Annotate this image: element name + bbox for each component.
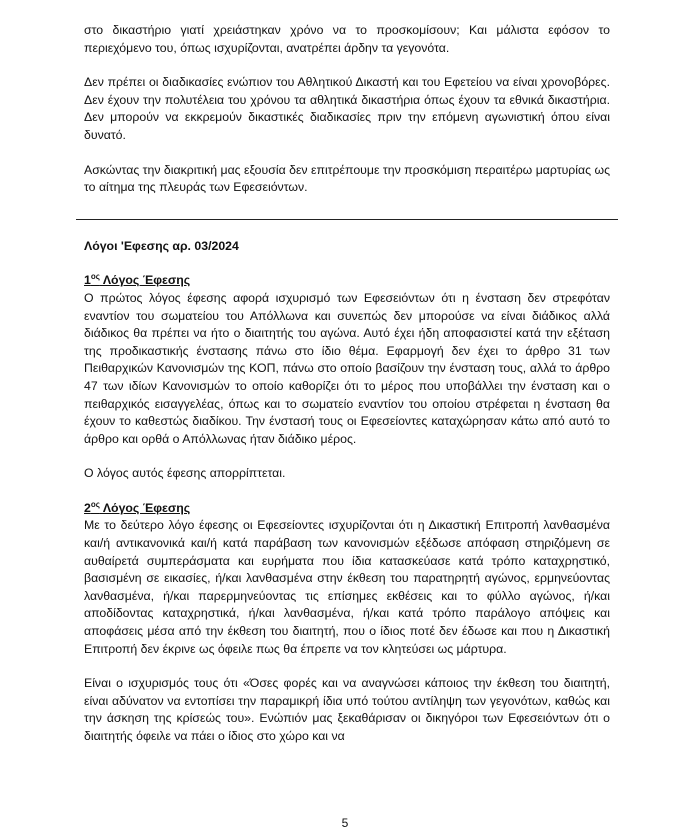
paragraph: Με το δεύτερο λόγο έφεσης οι Εφεσείοντες ισχυρίζονται ότι η Δικαστική Επιτροπή λανθασμένα και/ή αντικανονικά και/ή κατά παράβαση των κανονισμών εξέδωσε απόφαση στηριζόμενη σε αυθαίρετά συμπεράσματα και ευρήματα που ίδια κατασκεύασε κατά τρόπο καταχρηστικό, βασισμένη σε εικασίες, ή/και λανθασμένα στην έκθεση του παρατηρητή αγώνος, ερμηνεύοντας λανθασμένα, ή/και παρερμηνεύοντας τις επίσημες εκθέσεις και το φύλλο αγώνος, ή/και αποδίδοντας καταχρηστικά, ή/και λανθασμένα, ή/και κατά τρόπο παράλογο απόψεις και αποφάσεις μέσα από την έκθεση του διαιτητή, που ο ίδιος ποτέ δεν έδωσε και που η Δικαστική Επιτροπή δεν έκρινε ως όφειλε πως θα έπρεπε να τον κλητεύσει ως μάρτυρα. xyxy=(84,518,610,656)
horizontal-divider xyxy=(76,219,618,220)
document-page xyxy=(84,22,610,763)
ground-2-heading: $2^{o\varsigma}$ Λόγος Έφεσης xyxy=(84,499,191,515)
section-title: Λόγοι 'Εφεσης αρ. 03/2024 xyxy=(84,238,239,253)
paragraph: Ασκώντας την διακριτική μας εξουσία δεν επιτρέπουμε την προσκόμιση περαιτέρω μαρτυρίας ως το αίτημα της πλευράς των Εφεσειόντων. xyxy=(84,162,611,195)
paragraph: Είναι ο ισχυρισμός τους ότι «Όσες φορές και να αναγνώσει κάποιος την έκθεση του διαιτητή, είναι αδύνατον να εντοπίσει την παραμικρή ίδια υπό τούτου αντίληψη των γεγονότων, καθώς και την άσκηση της κρίσεώς του». Ενώπιόν μας ξεκαθάρισαν οι δικηγόροι των Εφεσειόντων ότι ο διαιτητής όφειλε να πάει ο ίδιος στο χώρο και να xyxy=(84,676,610,743)
ground-1-heading: $1^{o\varsigma}$ Λόγος Έφεσης xyxy=(84,272,191,288)
page-number: 5 xyxy=(341,816,349,830)
paragraph: Ο λόγος αυτός έφεσης απορρίπτεται. xyxy=(84,466,286,481)
paragraph: Δεν πρέπει οι διαδικασίες ενώπιον του Αθλητικού Δικαστή και του Εφετείου να είναι χρονοβόρες. Δεν έχουν την πολυτέλεια του χρόνου τα αθλητικά δικαστήρια όπως έχουν τα εθνικά δικαστήρια. Δεν μπορούν να εκκρεμούν δικαστικές διαδικασίες πριν την επόμενη αγωνιστική όπου είναι δυνατό. xyxy=(84,75,610,142)
paragraph: στο δικαστήριο γιατί χρειάστηκαν χρόνο να το προσκομίσουν; Και μάλιστα εφόσον το περιεχόμενο του, όπως ισχυρίζονται, ανατρέπει άρδην τα γεγονότα. xyxy=(84,23,610,55)
paragraph: Ο πρώτος λόγος έφεσης αφορά ισχυρισμό των Εφεσειόντων ότι η ένσταση δεν στρεφόταν εναντίον του σωματείου του Απόλλωνα και συνεπώς δεν μπορούσε να είναι διάδικος αλλά διάδικος θα πρέπει να ήτο ο διαιτητής του αγώνα. Αυτό έχει ήδη αποφασιστεί κατά την εξέταση της προδικαστικής ένστασης πάνω στο ίδιο θέμα. Εφαρμογή δεν έχει το άρθρο 31 των Πειθαρχικών Κανονισμών της ΚΟΠ, πάνω στο οποίο βασίζουν την ένσταση τους, αλλά το άρθρο 47 των ιδίων Κανονισμών το οποίο καθορίζει ότι το μέρος που υποβάλλει την ένσταση και ο πειθαρχικός εισαγγελέας, όπως και το σωματείο εναντίον του οποίου στρέφεται η ένσταση θα έχουν το καθεστώς διαδίκου. Την ένστασή τους οι Εφεσείοντες καταχώρησαν κάτω από αυτό το άρθρο και ορθά ο Απόλλωνας ήταν διάδικο μέρος. xyxy=(84,290,610,446)
